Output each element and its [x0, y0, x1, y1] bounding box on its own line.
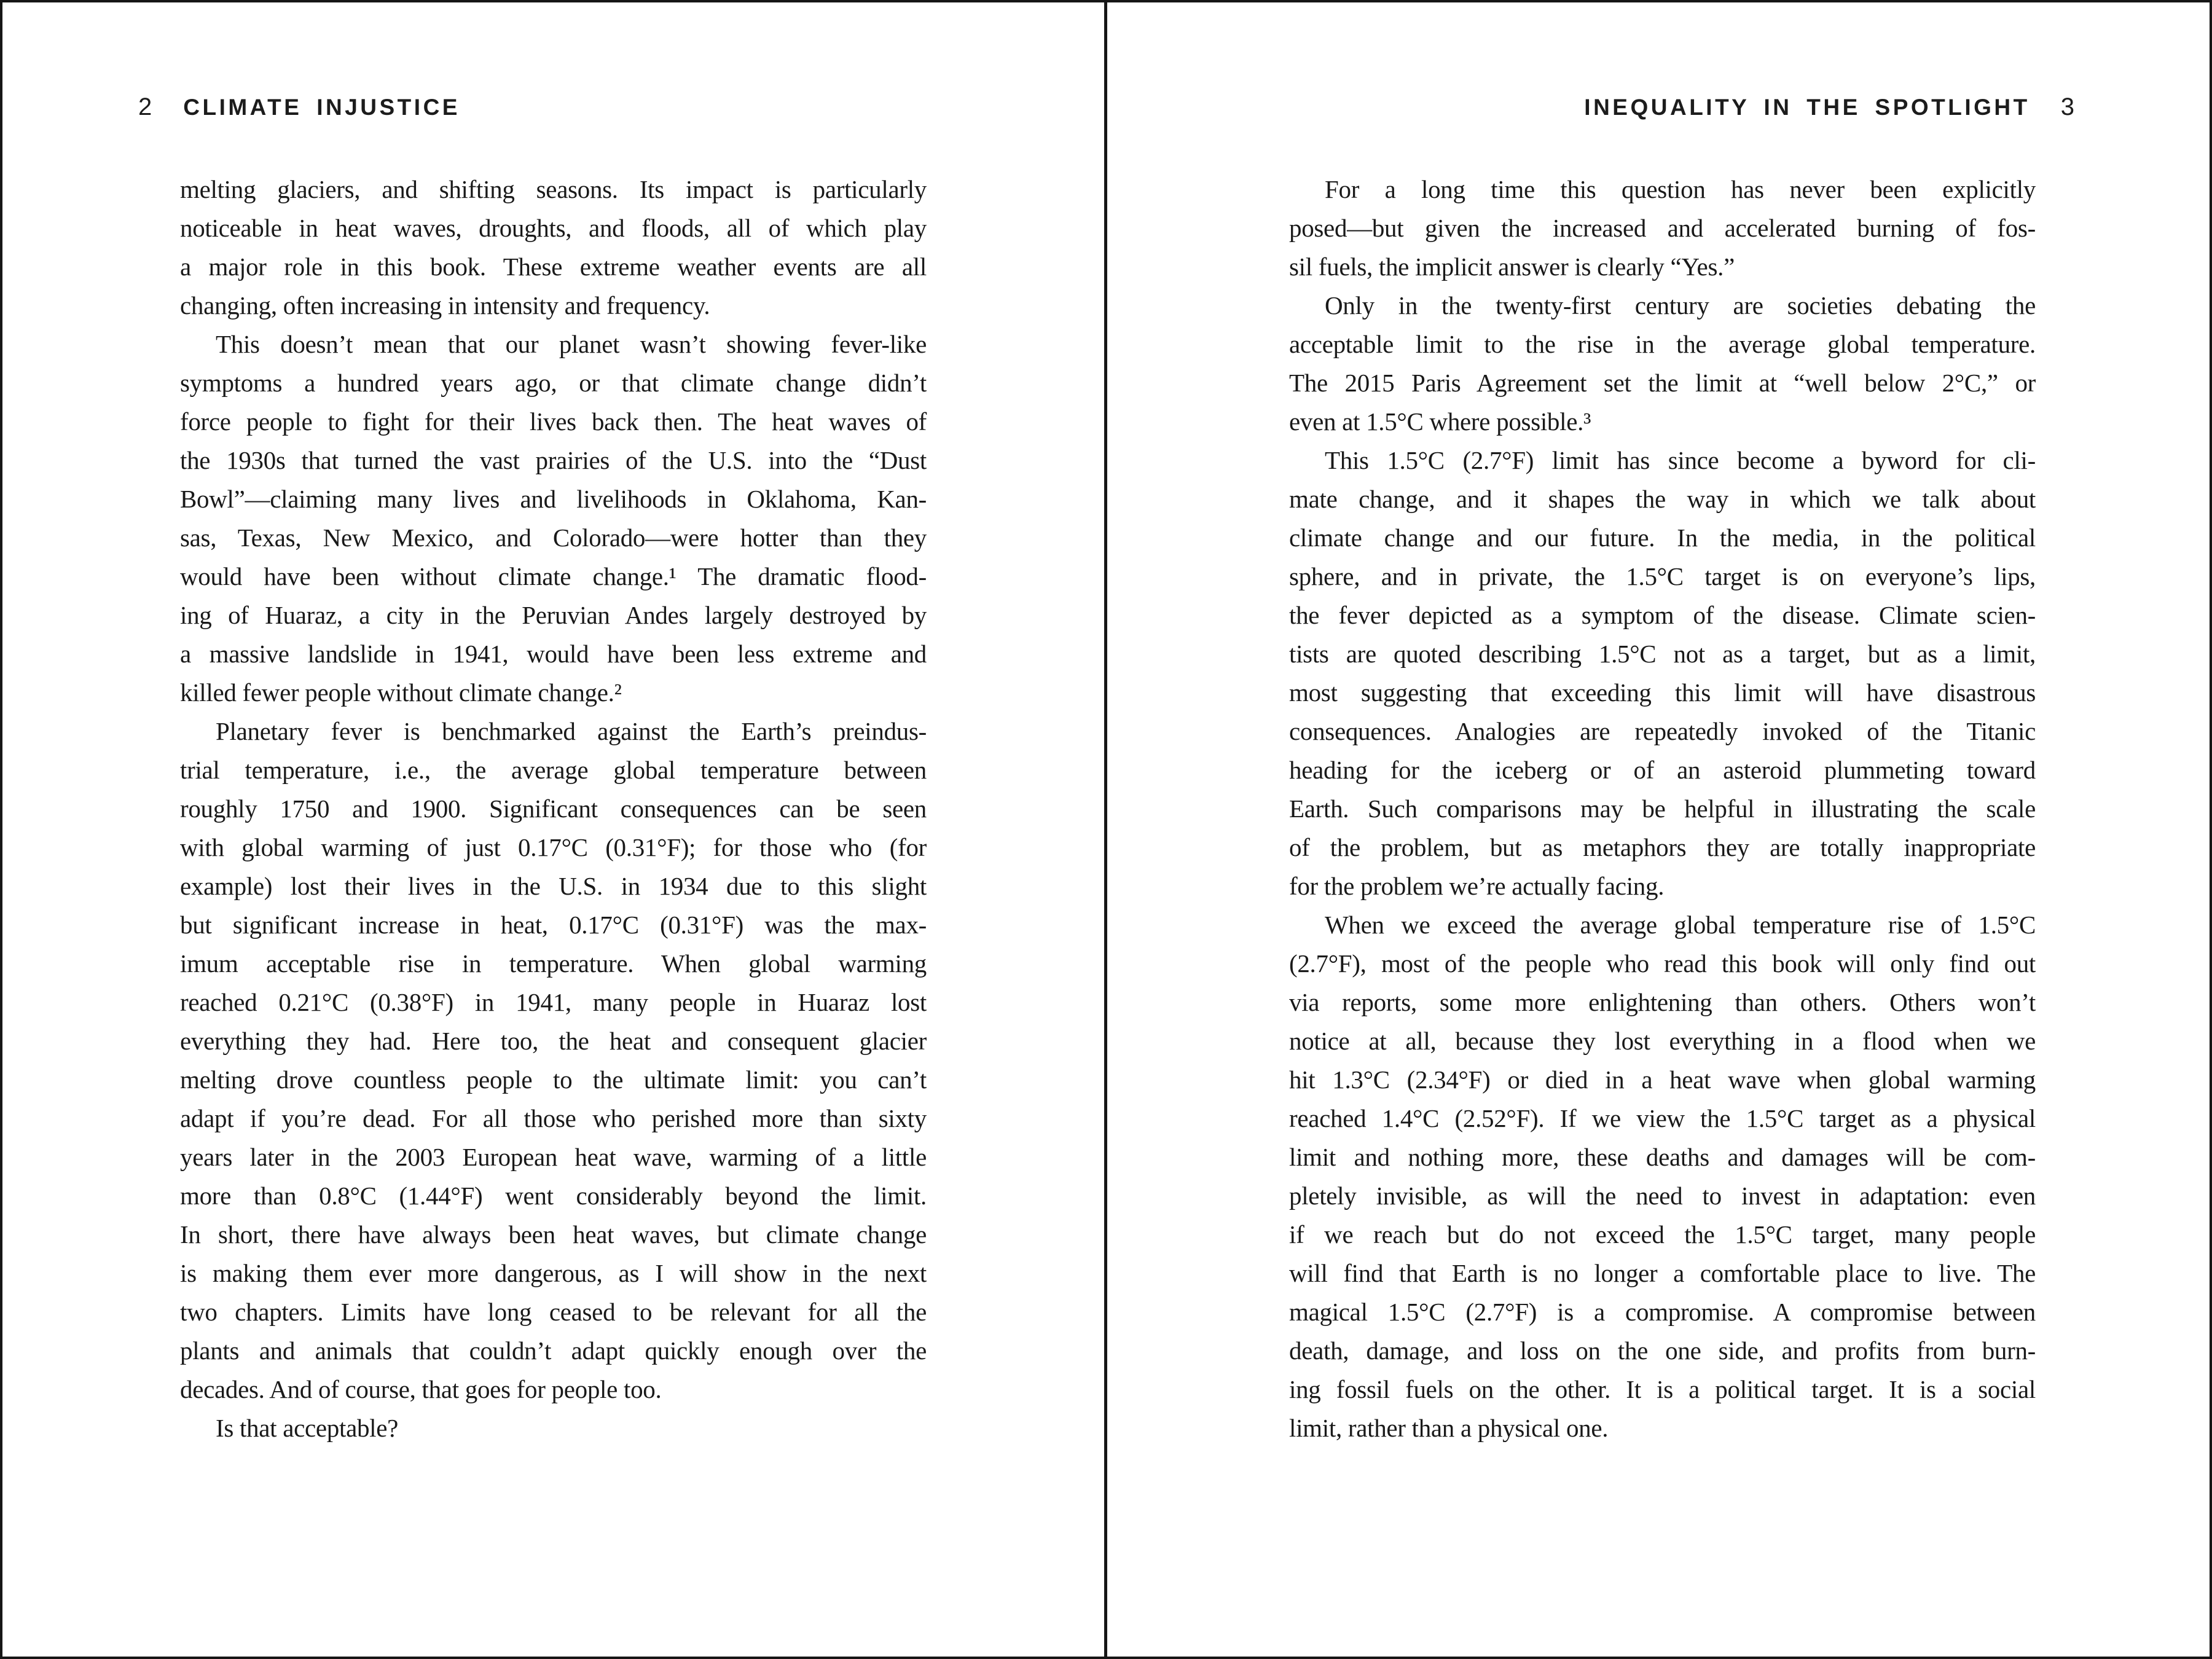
right-running-head: INEQUALITY IN THE SPOTLIGHT — [1584, 95, 2030, 120]
text-line: adapt if you’re dead. For all those who perished more than sixty — [180, 1104, 927, 1132]
text-line: heading for the iceberg or of an asteroid plummeting toward — [1289, 756, 2036, 784]
text-line: with global warming of just 0.17°C (0.31°F); for those who (for — [180, 833, 927, 861]
text-line: years later in the 2003 European heat wave, warming of a little — [180, 1143, 927, 1171]
right-folio-number: 3 — [2060, 93, 2075, 120]
left-page-header — [138, 93, 460, 121]
text-line: via reports, some more enlightening than others. Others won’t — [1289, 988, 2036, 1016]
text-line: posed—but given the increased and accelerated burning of fos- — [1289, 214, 2036, 242]
text-line: death, damage, and loss on the one side, and profits from burn- — [1289, 1336, 2036, 1365]
text-line: everything they had. Here too, the heat and consequent glacier — [180, 1027, 927, 1055]
text-line: For a long time this question has never been explicitly — [1325, 175, 2036, 203]
text-line: reached 1.4°C (2.52°F). If we view the 1.5°C target as a physical — [1289, 1104, 2036, 1132]
text-line: magical 1.5°C (2.7°F) is a compromise. A compromise between — [1289, 1298, 2036, 1326]
text-line: mate change, and it shapes the way in which we talk about — [1289, 485, 2036, 513]
text-line: the 1930s that turned the vast prairies of the U.S. into the “Dust — [180, 446, 927, 474]
text-line: This 1.5°C (2.7°F) limit has since become a byword for cli- — [1325, 446, 2036, 474]
text-line: a massive landslide in 1941, would have been less extreme and — [180, 640, 927, 668]
text-line: changing, often increasing in intensity and frequency. — [180, 291, 710, 320]
text-line: consequences. Analogies are repeatedly invoked of the Titanic — [1289, 717, 2036, 745]
text-line: noticeable in heat waves, droughts, and floods, all of which play — [180, 214, 927, 242]
text-line: limit, rather than a physical one. — [1289, 1414, 1609, 1442]
text-line: ing of Huaraz, a city in the Peruvian Andes largely destroyed by — [180, 601, 927, 629]
text-line: imum acceptable rise in temperature. When global warming — [180, 949, 927, 978]
text-line: even at 1.5°C where possible.³ — [1289, 407, 1591, 436]
text-line: melting glaciers, and shifting seasons. Its impact is particularly — [180, 175, 927, 203]
text-line: Planetary fever is benchmarked against the Earth’s preindus- — [216, 717, 927, 745]
page-gutter-divider — [1104, 2, 1107, 1657]
text-line: most suggesting that exceeding this limit will have disastrous — [1289, 678, 2036, 707]
left-folio-number: 2 — [138, 93, 153, 120]
text-line: melting drove countless people to the ultimate limit: you can’t — [180, 1065, 927, 1094]
right-page-text-column — [1289, 170, 2036, 1448]
text-line: plants and animals that couldn’t adapt quickly enough over the — [180, 1336, 927, 1365]
text-line: pletely invisible, as will the need to invest in adaptation: even — [1289, 1182, 2036, 1210]
text-line: ing fossil fuels on the other. It is a political target. It is a social — [1289, 1375, 2036, 1403]
text-line: a major role in this book. These extreme weather events are all — [180, 253, 927, 281]
text-line: Earth. Such comparisons may be helpful in illustrating the scale — [1289, 794, 2036, 823]
text-line: Only in the twenty-first century are societies debating the — [1325, 291, 2036, 320]
text-line: symptoms a hundred years ago, or that climate change didn’t — [180, 369, 927, 397]
text-line: The 2015 Paris Agreement set the limit at “well below 2°C,” or — [1289, 369, 2036, 397]
text-line: roughly 1750 and 1900. Significant consequences can be seen — [180, 794, 927, 823]
text-line: hit 1.3°C (2.34°F) or died in a heat wave when global warming — [1289, 1065, 2036, 1094]
text-line: force people to fight for their lives back then. The heat waves of — [180, 407, 927, 436]
text-line: two chapters. Limits have long ceased to be relevant for all the — [180, 1298, 927, 1326]
text-line: for the problem we’re actually facing. — [1289, 872, 1665, 900]
text-line: killed fewer people without climate change.² — [180, 678, 622, 707]
text-line: sil fuels, the implicit answer is clearly “Yes.” — [1289, 253, 1735, 281]
text-line: limit and nothing more, these deaths and damages will be com- — [1289, 1143, 2036, 1171]
text-line: if we reach but do not exceed the 1.5°C target, many people — [1289, 1220, 2036, 1249]
text-line: climate change and our future. In the media, in the political — [1289, 524, 2036, 552]
text-line: is making them ever more dangerous, as I will show in the next — [180, 1259, 927, 1287]
text-line: (2.7°F), most of the people who read this book will only find out — [1289, 949, 2036, 978]
text-line: In short, there have always been heat waves, but climate change — [180, 1220, 927, 1249]
text-line: would have been without climate change.¹ The dramatic flood- — [180, 562, 927, 590]
text-line: trial temperature, i.e., the average global temperature between — [180, 756, 927, 784]
text-line: reached 0.21°C (0.38°F) in 1941, many people in Huaraz lost — [180, 988, 927, 1016]
text-line: decades. And of course, that goes for people too. — [180, 1375, 662, 1403]
text-line: will find that Earth is no longer a comfortable place to live. The — [1289, 1259, 2036, 1287]
text-line: sphere, and in private, the 1.5°C target is on everyone’s lips, — [1289, 562, 2036, 590]
text-line: but significant increase in heat, 0.17°C (0.31°F) was the max- — [180, 911, 927, 939]
text-line: example) lost their lives in the U.S. in 1934 due to this slight — [180, 872, 927, 900]
text-line: more than 0.8°C (1.44°F) went considerably beyond the limit. — [180, 1182, 927, 1210]
text-line: of the problem, but as metaphors they are totally inappropriate — [1289, 833, 2036, 861]
left-page-text-column — [180, 170, 927, 1448]
text-line: When we exceed the average global temperature rise of 1.5°C — [1325, 911, 2036, 939]
text-line: the fever depicted as a symptom of the disease. Climate scien- — [1289, 601, 2036, 629]
text-line: sas, Texas, New Mexico, and Colorado—were hotter than they — [180, 524, 927, 552]
right-page-header — [1584, 93, 2075, 121]
text-line: notice at all, because they lost everything in a flood when we — [1289, 1027, 2036, 1055]
left-running-head: CLIMATE INJUSTICE — [183, 95, 460, 120]
text-line: Is that acceptable? — [216, 1414, 399, 1442]
text-line: tists are quoted describing 1.5°C not as a target, but as a limit, — [1289, 640, 2036, 668]
text-line: acceptable limit to the rise in the average global temperature. — [1289, 330, 2036, 358]
text-line: Bowl”—claiming many lives and livelihoods in Oklahoma, Kan- — [180, 485, 927, 513]
text-line: This doesn’t mean that our planet wasn’t showing fever-like — [216, 330, 927, 358]
